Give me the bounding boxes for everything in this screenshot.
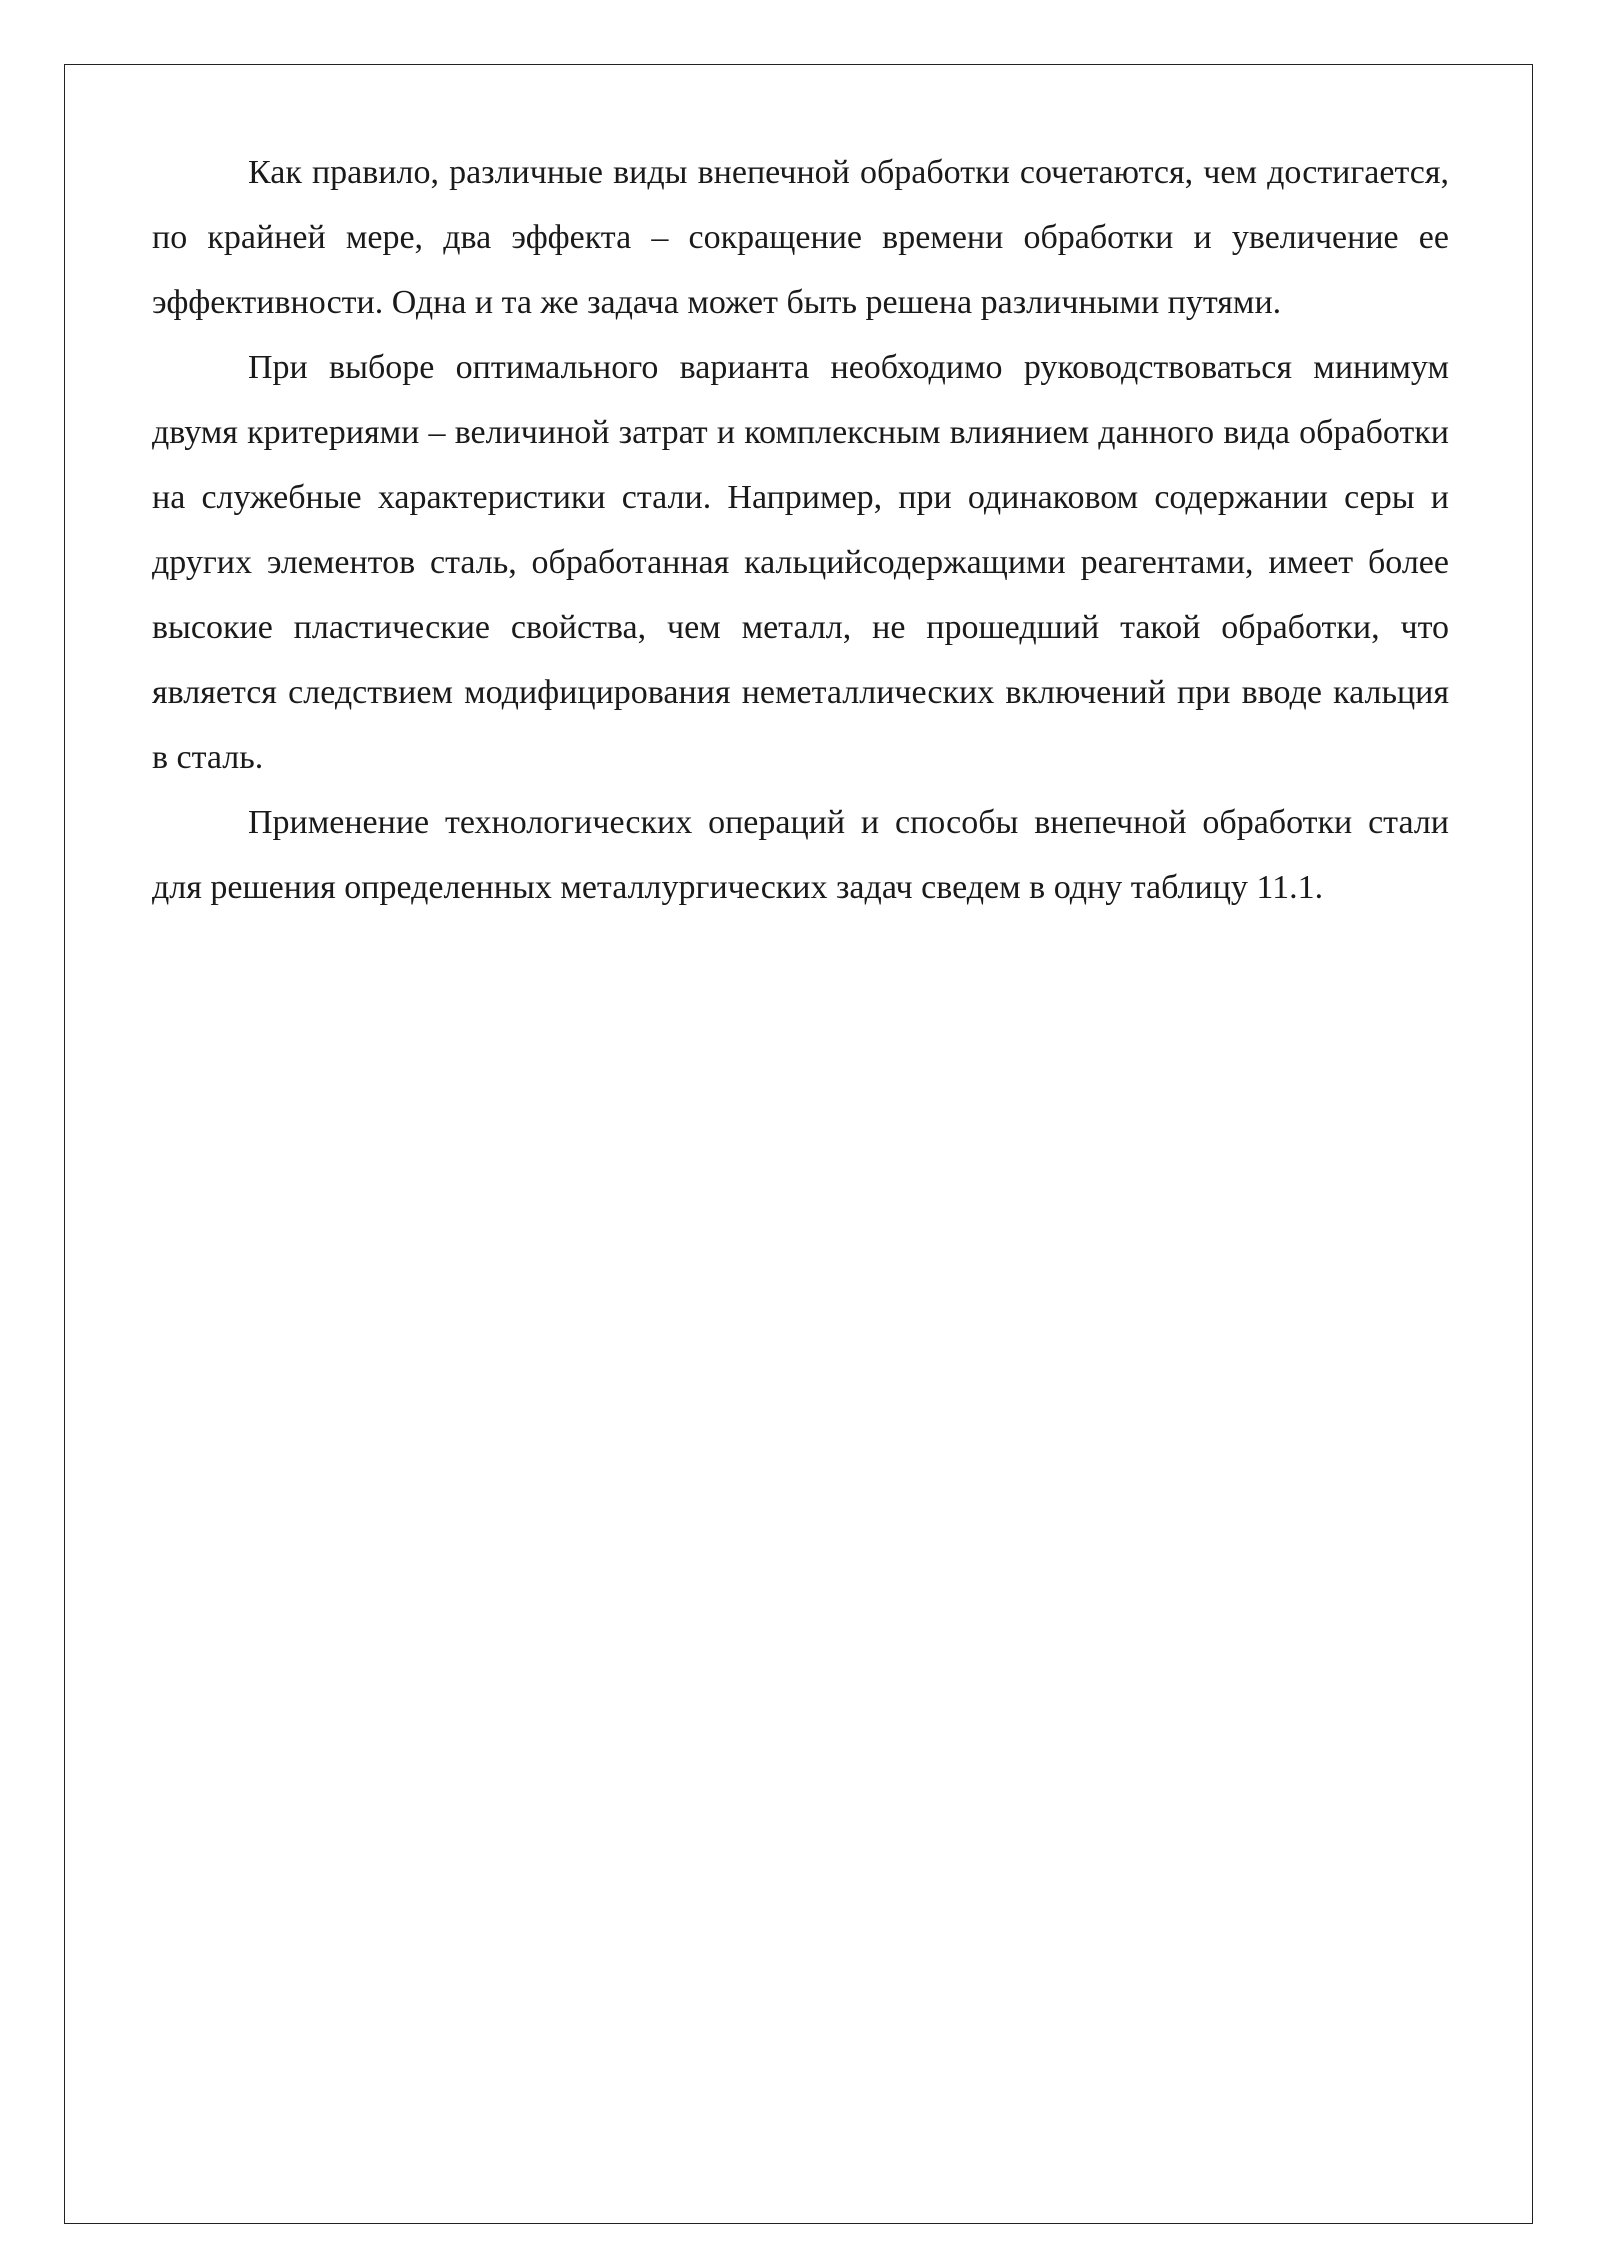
paragraph-1: Как правило, различные виды внепечной обработки сочетаются, чем достигается, по крайней мере, два эффекта – сокращение времени обработки и увеличение ее эффективности. Одна и та же задача может быть решена различными путями. — [152, 154, 1449, 321]
paragraph-2: При выборе оптимального варианта необходимо руководствоваться минимум двумя критериями – величиной затрат и комплексным влиянием данного вида обработки на служебные характеристики стали. Например, при одинаковом содержании серы и других элементов сталь, обработанная кальцийсодержащими реагентами, имеет более высокие пластические свойства, чем металл, не прошедший такой обработки, что является следствием модифицирования неметаллических включений при вводе кальция в сталь. — [152, 349, 1449, 776]
document-body — [152, 140, 1449, 920]
paragraph-3: Применение технологических операций и способы внепечной обработки стали для решения определенных металлургических задач сведем в одну таблицу 11.1. — [152, 804, 1449, 906]
